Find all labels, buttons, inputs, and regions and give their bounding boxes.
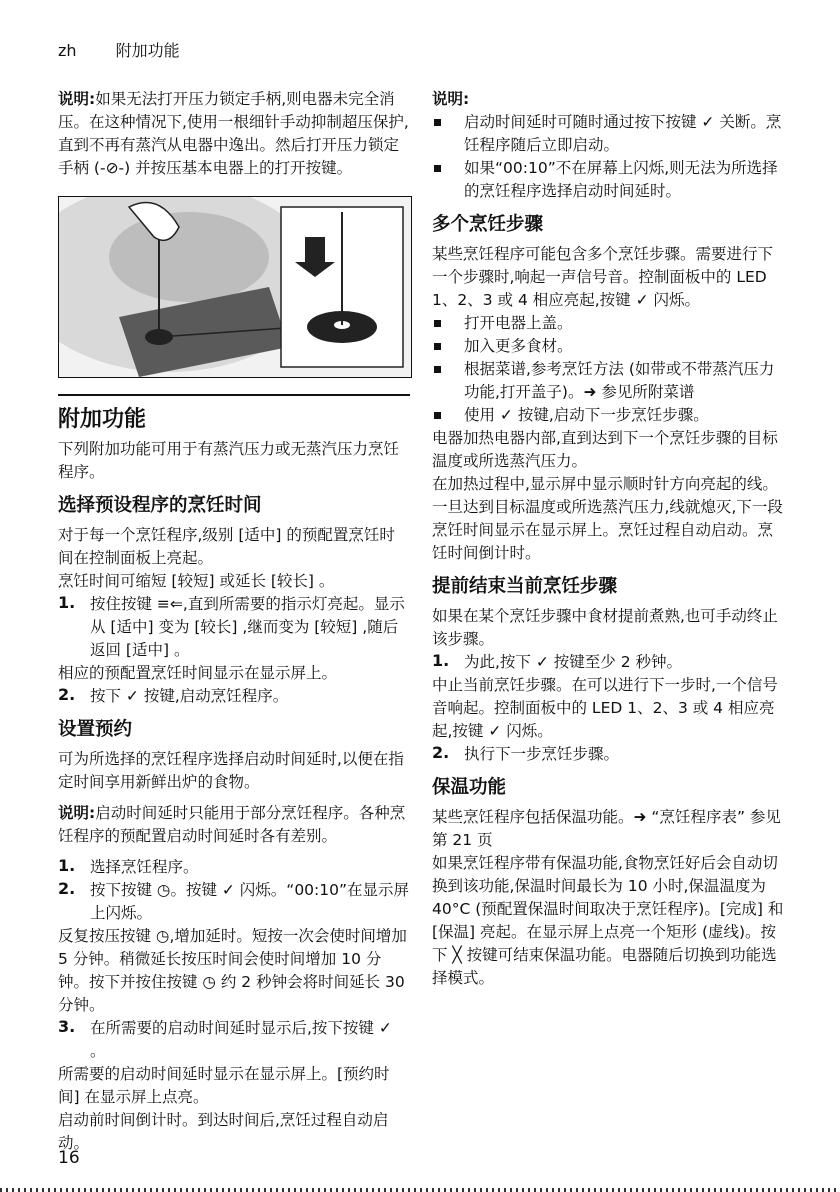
section-rule [58,394,410,396]
bottom-dotted-border [0,1188,840,1192]
section-title: 附加功能 [58,407,147,432]
para: 某些烹饪程序可能包含多个烹饪步骤。需要进行下一个步骤时,响起一声信号音。控制面板中的 LED 1、2、3 或 4 相应亮起,按键 ✓ 闪烁。 [432,245,774,309]
para: 可为所选择的烹饪程序选择启动时间延时,以便在指定时间享用新鲜出炉的食物。 [58,750,404,791]
heading-delay-start: 设置预约 [58,719,133,740]
para: 如果烹饪程序带有保温功能,食物烹饪好后会自动切换到该功能,保温时间最长为 10 小时,保温温度为 40°C (预配置保温时间取决于烹饪程序)。[完成] 和 [保温] 亮起。在显示屏上点亮一个矩形 (虚线)。按下 ╳ 按键可结束保温功能。电器随后切换到功能选择模式。 [432,854,784,987]
bullet-item: 根据菜谱,参考烹饪方法 (如带或不带蒸汽压力功能,打开盖子)。➜ 参见所附菜谱 [432,358,784,404]
para: 在加热过程中,显示屏中显示顺时针方向亮起的线。一旦达到目标温度或所选蒸汽压力,线就熄灭,下一段烹饪时间显示在显示屏上。烹饪过程自动启动。烹饪时间倒计时。 [432,475,783,562]
bullet-item: 使用 ✓ 按键,启动下一步烹饪步骤。 [432,404,784,427]
para: 中止当前烹饪步骤。在可以进行下一步时,一个信号音响起。控制面板中的 LED 1、2、3 或 4 相应亮起,按键 ✓ 闪烁。 [432,676,778,740]
step-item: 1. 按住按键 ≡⇐,直到所需要的指示灯亮起。显示从 [适中] 变为 [较长] ,继而变为 [较短] ,随后返回 [适中] 。 [58,593,405,659]
para: 启动前时间倒计时。到达时间后,烹饪过程自动启动。 [58,1111,389,1152]
right-column [432,88,784,990]
step-item: 1. 选择烹饪程序。 [58,856,199,876]
bullet-item: 加入更多食材。 [432,335,784,358]
heading-multi-step: 多个烹饪步骤 [432,214,544,235]
para: 如果在某个烹饪步骤中食材提前煮熟,也可手动终止该步骤。 [432,607,778,648]
para: 电器加热电器内部,直到达到下一个烹饪步骤的目标温度或所选蒸汽压力。 [432,429,778,470]
heading-cooking-time: 选择预设程序的烹饪时间 [58,495,262,516]
page-header [58,38,214,61]
para: 相应的预配置烹饪时间显示在显示屏上。 [58,664,338,682]
pressure-valve-illustration [58,196,412,378]
step-item: 2. 执行下一步烹饪步骤。 [432,743,620,763]
para: 烹饪时间可缩短 [较短] 或延长 [较长] 。 [58,572,335,590]
left-column [58,88,410,1155]
para: 反复按压按键 ◷,增加延时。短按一次会使时间增加 5 分钟。稍微延长按压时间会使时间增加 10 分钟。按下并按住按键 ◷ 约 2 秒钟会将时间延长 30 分钟。 [58,927,407,1014]
step-item: 3. 在所需要的启动时间延时显示后,按下按键 ✓ 。 [58,1017,392,1060]
bullet-item: 启动时间延时可随时通过按下按键 ✓ 关断。烹饪程序随后立即启动。 [432,111,784,157]
para: 所需要的启动时间延时显示在显示屏上。[预约时间] 在显示屏上点亮。 [58,1065,390,1106]
step-item: 2. 按下按键 ◷。按键 ✓ 闪烁。“00:10”在显示屏上闪烁。 [58,879,410,922]
para: 对于每一个烹饪程序,级别 [适中] 的预配置烹饪时间在控制面板上亮起。 [58,526,395,567]
header-section: 附加功能 [115,41,180,60]
bullet-item: 如果“00:10”不在屏幕上闪烁,则无法为所选择的烹饪程序选择启动时间延时。 [432,157,784,203]
para: 某些烹饪程序包括保温功能。➜ “烹饪程序表” 参见第 21 页 [432,808,781,849]
delay-note: 说明:启动时间延时只能用于部分烹饪程序。各种烹饪程序的预配置启动时间延时各有差别。 [58,804,406,845]
intro-text: 下列附加功能可用于有蒸汽压力或无蒸汽压力烹饪程序。 [58,440,400,481]
needle-illustration-svg [59,197,411,377]
bullet-item: 打开电器上盖。 [432,312,784,335]
note-text: 如果无法打开压力锁定手柄,则电器未完全消压。在这种情况下,使用一根细针手动抑制超压保护,直到不再有蒸汽从电器中逸出。然后打开压力锁定手柄 (-⊘-) 并按压基本电器上的打开按键。 [58,90,409,177]
heading-keep-warm: 保温功能 [432,777,507,798]
step-item: 1. 为此,按下 ✓ 按键至少 2 秒钟。 [432,651,682,671]
page-number: 16 [58,1148,80,1168]
note-label: 说明: [432,90,470,108]
note-label: 说明: [58,90,96,108]
step-item: 2. 按下 ✓ 按键,启动烹饪程序。 [58,685,289,705]
pressure-note [58,88,410,180]
heading-end-step: 提前结束当前烹饪步骤 [432,576,618,597]
header-lang: zh [58,41,77,60]
